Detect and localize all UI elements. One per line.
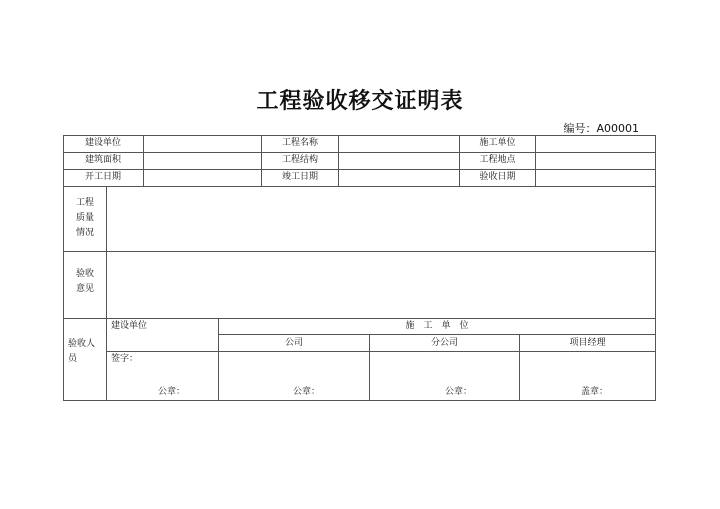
sign-label[interactable]: 签字： bbox=[111, 354, 139, 364]
opinion-label-line: 意见 bbox=[75, 284, 94, 294]
value-project-name[interactable] bbox=[339, 135, 459, 152]
table-line bbox=[655, 135, 656, 401]
value-acceptance-date[interactable] bbox=[536, 169, 655, 186]
label-start-date: 开工日期 bbox=[84, 172, 121, 182]
acceptance-personnel-label bbox=[64, 319, 106, 400]
quality-label-line: 情况 bbox=[75, 228, 94, 238]
acceptance-label-line: 员 bbox=[68, 354, 78, 364]
quality-label-line: 工程 bbox=[75, 198, 94, 208]
contractor-col-branch: 分公司 bbox=[430, 337, 458, 348]
page-title: 工程验收移交证明表 bbox=[256, 89, 464, 114]
label-completion-date: 竣工日期 bbox=[281, 172, 318, 182]
table-line bbox=[63, 400, 656, 401]
label-structure: 工程结构 bbox=[281, 155, 318, 165]
value-start-date[interactable] bbox=[144, 169, 261, 186]
value-building-area[interactable] bbox=[144, 152, 261, 169]
value-structure[interactable] bbox=[339, 152, 459, 169]
company-seal[interactable]: 公章： bbox=[293, 387, 321, 397]
owner-unit-header: 建设单位 bbox=[111, 321, 148, 331]
value-contractor[interactable] bbox=[536, 135, 655, 152]
opinion-field[interactable] bbox=[107, 252, 655, 318]
doc-number bbox=[563, 120, 639, 136]
quality-label-line: 质量 bbox=[75, 213, 94, 223]
branch-seal[interactable]: 公章： bbox=[445, 387, 473, 397]
opinion-label-line: 验收 bbox=[75, 269, 94, 279]
owner-seal[interactable]: 公章： bbox=[158, 387, 186, 397]
acceptance-label-line: 验收人 bbox=[68, 339, 96, 349]
label-location: 工程地点 bbox=[479, 155, 516, 165]
label-owner-unit: 建设单位 bbox=[84, 138, 121, 148]
contractor-col-pm: 项目经理 bbox=[569, 337, 606, 348]
quality-field[interactable] bbox=[107, 187, 655, 251]
contractor-col-company: 公司 bbox=[284, 337, 303, 348]
table-line bbox=[107, 351, 656, 352]
label-contractor: 施工单位 bbox=[479, 138, 516, 148]
label-building-area: 建筑面积 bbox=[84, 155, 121, 165]
quality-label bbox=[64, 187, 106, 251]
label-project-name: 工程名称 bbox=[281, 138, 318, 148]
contractor-header: 施 工 单 位 bbox=[405, 321, 469, 331]
value-owner-unit[interactable] bbox=[144, 135, 261, 152]
doc-number-value: A00001 bbox=[596, 122, 639, 135]
pm-seal[interactable]: 盖章： bbox=[581, 387, 609, 397]
value-location[interactable] bbox=[536, 152, 655, 169]
label-acceptance-date: 验收日期 bbox=[479, 172, 516, 182]
acceptance-form-table bbox=[63, 135, 656, 400]
opinion-label bbox=[64, 252, 106, 318]
doc-number-label: 编号： bbox=[563, 122, 597, 135]
value-completion-date[interactable] bbox=[339, 169, 459, 186]
